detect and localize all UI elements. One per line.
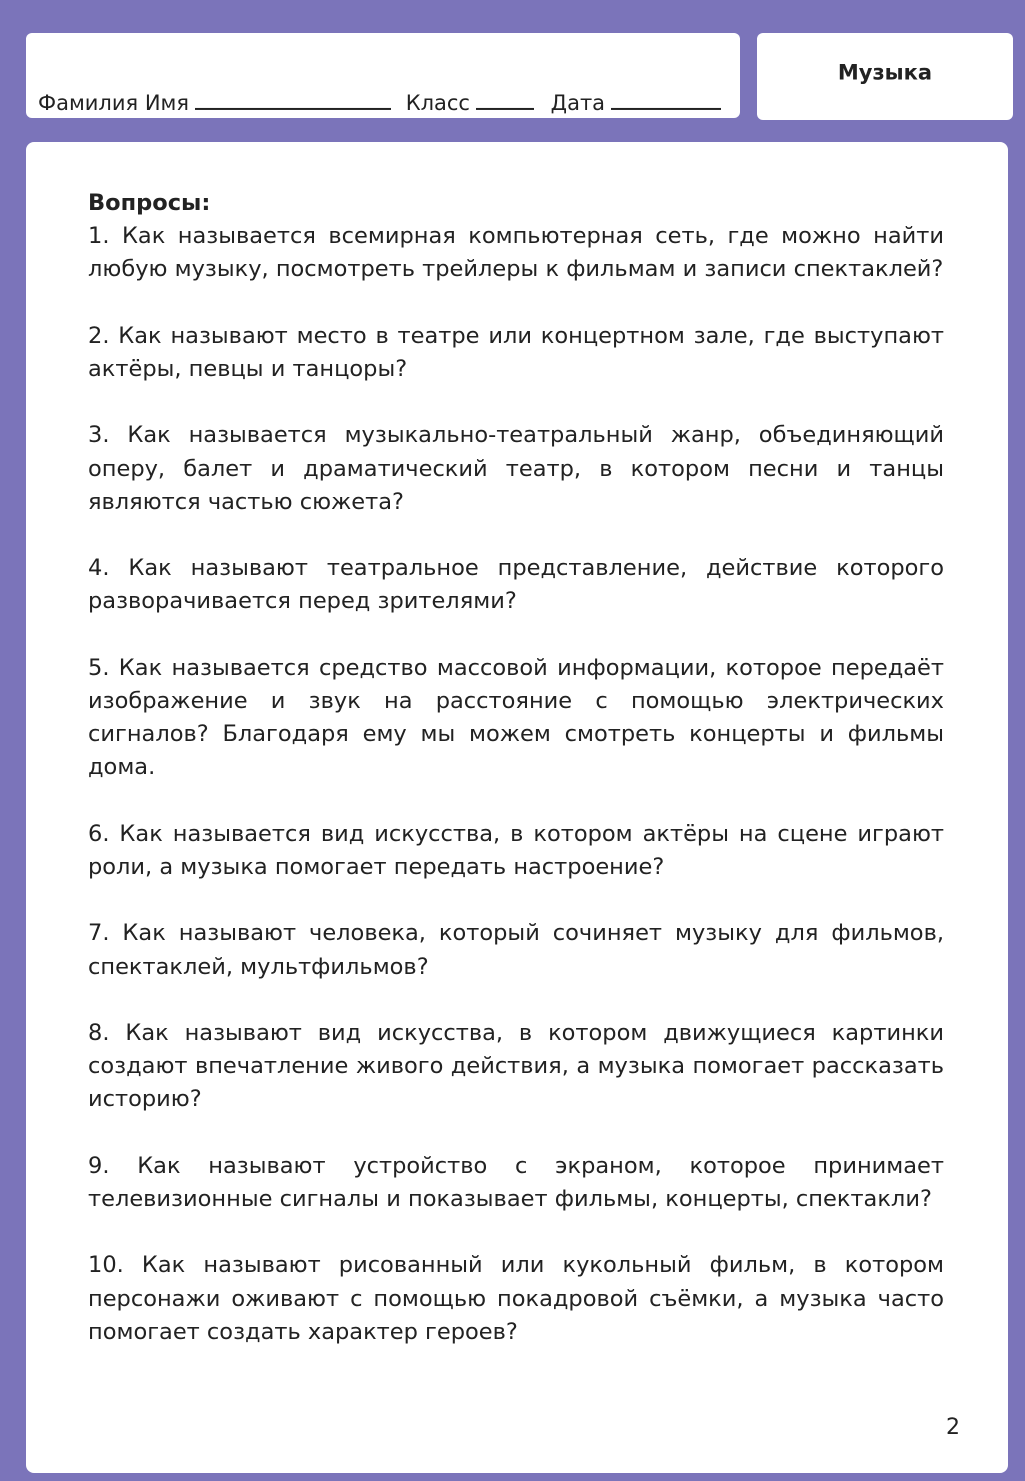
- name-blank-field: [195, 87, 391, 110]
- student-info-card: [26, 33, 740, 118]
- questions-card: [26, 142, 1008, 1473]
- student-info-line: [38, 87, 721, 115]
- subject-card: [757, 33, 1013, 120]
- question-10: 10. Как называют рисованный или кукольный фильм, в котором персонажи оживают с помощью покадровой съёмки, а музыка часто помогает создать характер героев?: [88, 1252, 944, 1345]
- questions-heading: Вопросы:: [88, 190, 211, 216]
- question-6: 6. Как называется вид искусства, в котором актёры на сцене играют роли, а музыка помогает передать настроение?: [88, 820, 944, 880]
- date-blank-field: [611, 87, 721, 110]
- question-1: 1. Как называется всемирная компьютерная сеть, где можно найти любую музыку, посмотреть трейлеры к фильмам и записи спектаклей?: [88, 223, 944, 283]
- name-label: Фамилия Имя: [38, 90, 189, 115]
- questions-content: [88, 187, 944, 1382]
- class-label: Класс: [405, 90, 470, 115]
- question-3: 3. Как называется музыкально-театральный жанр, объединяющий оперу, балет и драматический театр, в котором песни и танцы являются частью сюжета?: [88, 422, 944, 515]
- subject-title: Музыка: [837, 60, 933, 85]
- question-8: 8. Как называют вид искусства, в котором движущиеся картинки создают впечатление живого действия, а музыка помогает рассказать историю?: [88, 1019, 944, 1113]
- question-4: 4. Как называют театральное представление, действие которого разворачивается перед зрителями?: [88, 555, 944, 615]
- page-number: 2: [946, 1415, 960, 1440]
- class-blank-field: [476, 87, 534, 110]
- question-2: 2. Как называют место в театре или концертном зале, где выступают актёры, певцы и танцоры?: [88, 322, 944, 382]
- date-label: Дата: [550, 90, 606, 115]
- question-9: 9. Как называют устройство с экраном, которое принимает телевизионные сигналы и показывает фильмы, концерты, спектакли?: [88, 1152, 944, 1212]
- question-5: 5. Как называется средство массовой информации, которое передаёт изображение и звук на расстояние с помощью электрических сигналов? Благодаря ему мы можем смотреть концерты и фильмы дома.: [88, 654, 944, 781]
- question-7: 7. Как называют человека, который сочиняет музыку для фильмов, спектаклей, мультфильмов?: [88, 920, 944, 980]
